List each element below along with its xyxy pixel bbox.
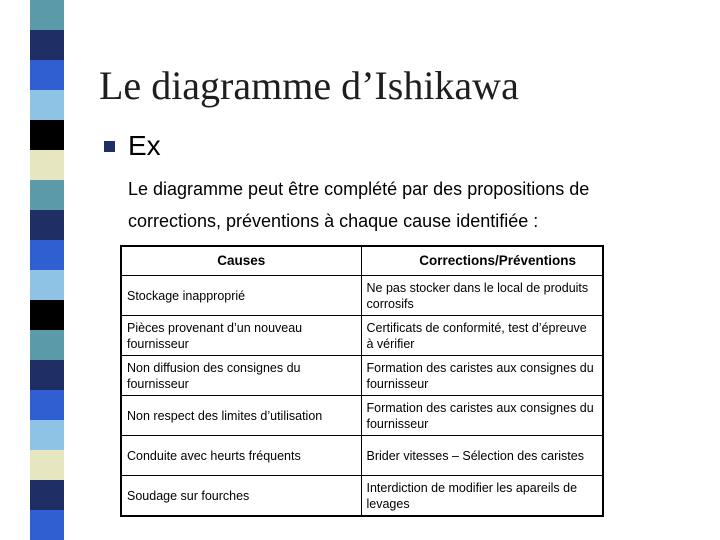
table-row — [121, 476, 603, 517]
header-corrections: Corrections/Préventions — [361, 246, 603, 276]
slide-title: Le diagramme d’Ishikawa — [99, 63, 519, 108]
stripe-segment — [30, 300, 64, 330]
paragraph-line-2: corrections, préventions à chaque cause identifiée : — [128, 211, 539, 231]
stripe-segment — [30, 180, 64, 210]
causes-corrections-table — [120, 245, 604, 517]
table-row — [121, 356, 603, 396]
stripe-segment — [30, 90, 64, 120]
correction-cell: Brider vitesses – Sélection des caristes — [361, 436, 603, 476]
decorative-stripe — [30, 0, 64, 540]
cause-cell: Pièces provenant d’un nouveau fournisseur — [121, 316, 361, 356]
correction-cell: Certificats de conformité, test d’épreuve à vérifier — [361, 316, 603, 356]
stripe-segment — [30, 510, 64, 540]
stripe-segment — [30, 210, 64, 240]
cause-cell: Conduite avec heurts fréquents — [121, 436, 361, 476]
stripe-segment — [30, 270, 64, 300]
stripe-segment — [30, 360, 64, 390]
square-bullet-icon — [104, 141, 115, 152]
stripe-segment — [30, 420, 64, 450]
paragraph-line-1: Le diagramme peut être complété par des propositions de — [128, 179, 590, 199]
bullet-text: Ex — [128, 130, 161, 161]
correction-cell: Formation des caristes aux consignes du fournisseur — [361, 356, 603, 396]
stripe-segment — [30, 60, 64, 90]
stripe-segment — [30, 30, 64, 60]
stripe-segment — [30, 330, 64, 360]
correction-cell: Ne pas stocker dans le local de produits corrosifs — [361, 276, 603, 316]
stripe-segment — [30, 450, 64, 480]
cause-cell: Soudage sur fourches — [121, 476, 361, 517]
cause-cell: Non respect des limites d’utilisation — [121, 396, 361, 436]
stripe-segment — [30, 120, 64, 150]
table-row — [121, 276, 603, 316]
cause-cell: Non diffusion des consignes du fournisseur — [121, 356, 361, 396]
table-row — [121, 316, 603, 356]
stripe-segment — [30, 390, 64, 420]
table-row — [121, 436, 603, 476]
stripe-segment — [30, 240, 64, 270]
header-causes: Causes — [121, 246, 361, 276]
stripe-segment — [30, 150, 64, 180]
cause-cell: Stockage inapproprié — [121, 276, 361, 316]
stripe-segment — [30, 0, 64, 30]
table-row — [121, 396, 603, 436]
stripe-segment — [30, 480, 64, 510]
correction-cell: Formation des caristes aux consignes du fournisseur — [361, 396, 603, 436]
table-header-row — [121, 246, 603, 276]
correction-cell: Interdiction de modifier les apareils de levages — [361, 476, 603, 517]
